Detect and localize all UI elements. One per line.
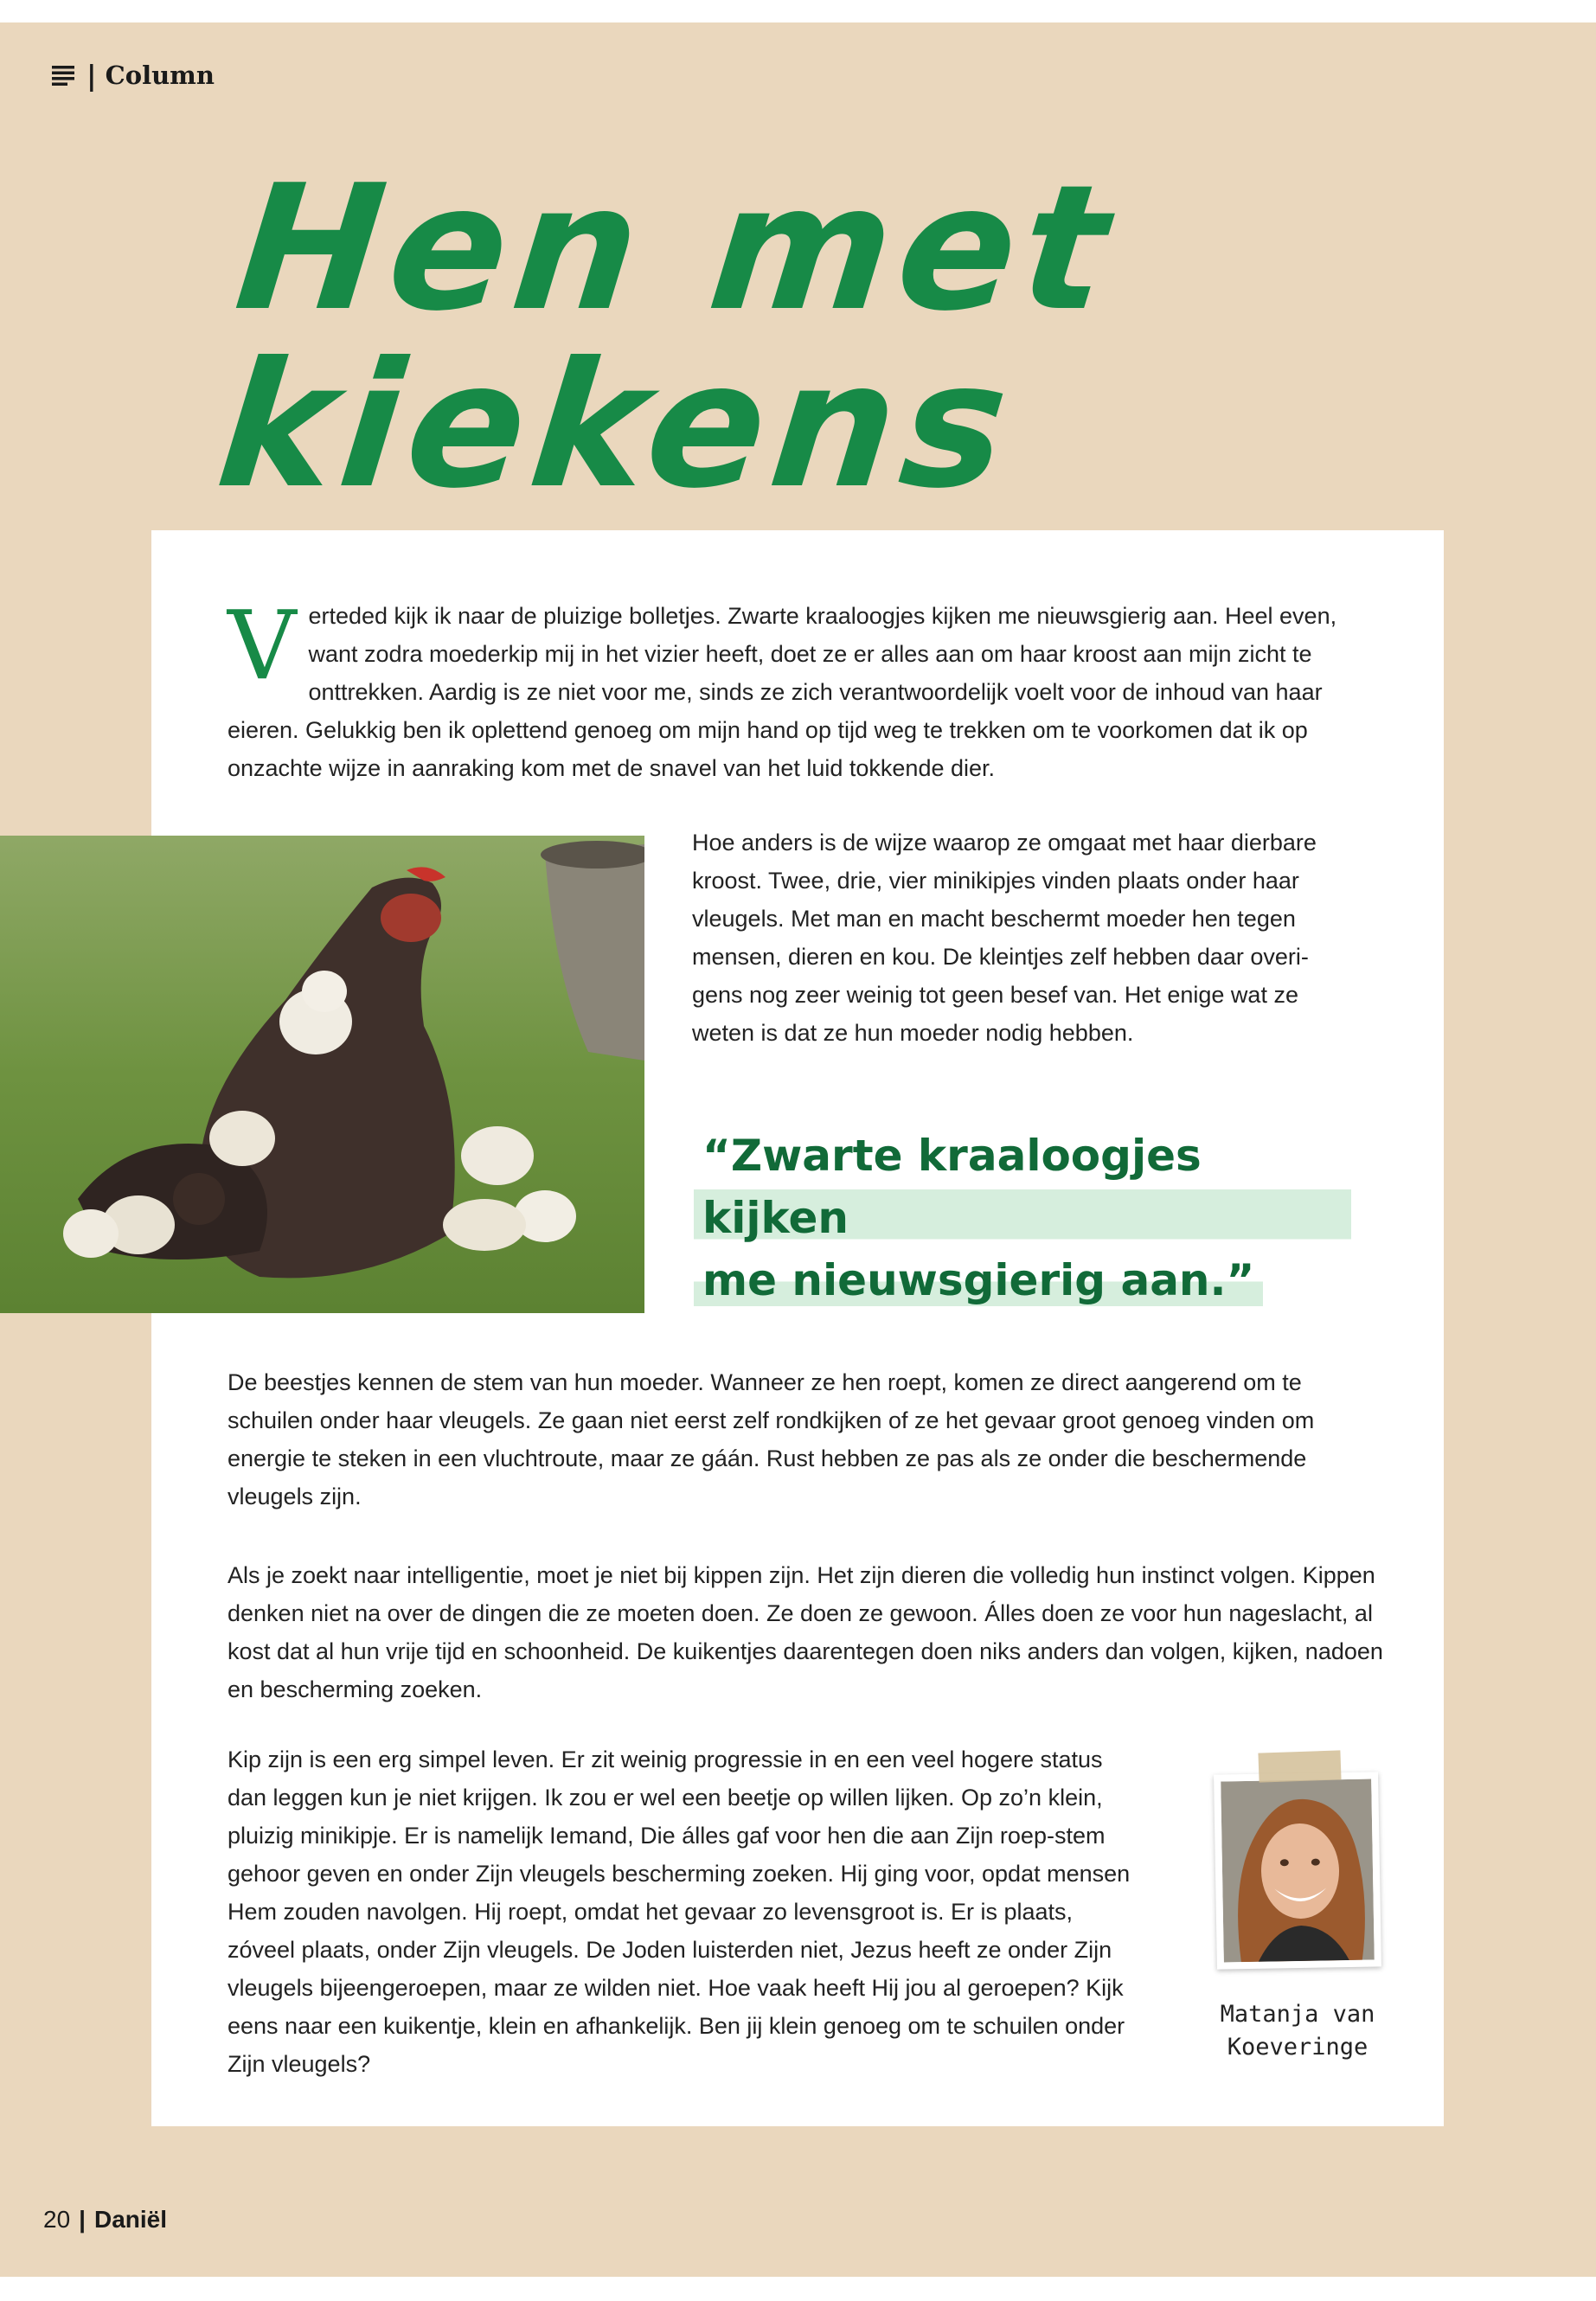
- page-footer: [43, 2206, 167, 2234]
- paragraph-3: De beestjes kennen de stem van hun moeder. Wanneer ze hen roept, komen ze direct aangerend om te schuilen onder haar vleugels. Ze gaan niet eerst zelf rondkijken of ze het gevaar groot genoeg vinden om energie te steken in een vluchtroute, maar ze gáán. Rust hebben ze pas als ze onder die beschermende vleugels zijn.: [228, 1369, 1315, 1509]
- page-number: 20: [43, 2206, 71, 2233]
- author-name-line-1: Matanja van: [1220, 2001, 1375, 2028]
- author-name-line-2: Koeveringe: [1227, 2034, 1368, 2061]
- pull-quote-line-1: “Zwarte kraaloogjes kijken: [694, 1125, 1351, 1249]
- header-separator: |: [87, 59, 97, 92]
- paragraph-5: Kip zijn is een erg simpel leven. Er zit weinig progressie in en een veel hogere status dan leggen kun je niet krijgen. Ik zou er wel een beetje op willen lijken. Op zo’n klein, pluizig minikipje. Er is namelijk Iemand, Die álles gaf voor hen die aan Zijn roep-stem gehoor geven en onder Zijn vleugels bescherming zoeken. Hij ging voor, opdat mensen Hem zouden navolgen. Hij roept, omdat het gevaar zo levensgroot is. Er is plaats, zóveel plaats, onder Zijn vleugels. De Joden luisterden niet, Jezus heeft ze onder Zijn vleugels bijeengeroepen, maar ze wilden niet. Hoe vaak heeft Hij jou al geroepen? Kijk eens naar een kuikentje, klein en afhankelijk. Ben jij klein genoeg om te schuilen onder Zijn vleugels?: [228, 1747, 1131, 2077]
- hen-with-chicks-photo: [0, 836, 644, 1313]
- intro-paragraph: [228, 590, 1384, 787]
- intro-text: erteded kijk ik naar de pluizige bolletjes. Zwarte kraaloogjes kijken me nieuwsgierig aan. Heel even, want zodra moederkip mij in het vizier heeft, doet ze er alles aan om haar kroost aan mijn zicht te onttrekken. Aardig is ze niet voor me, sinds ze zich verantwoordelijk voelt voor de inhoud van haar eieren. Gelukkig ben ik oplettend genoeg om mijn hand op tijd weg te trekken om te voorkomen dat ik op onzachte wijze in aanraking kom met de snavel van het luid tokkende dier.: [228, 603, 1337, 781]
- paragraph-2: Hoe anders is de wijze waarop ze omgaat met haar dierbare kroost. Twee, drie, vier minikipjes vinden plaats onder haar vleugels. Met man en macht beschermt moeder hen tegen mensen, dieren en kou. De kleintjes zelf hebben daar overi-gens nog zeer weinig tot geen besef van. Het enige wat ze weten is dat ze hun moeder nodig hebben.: [692, 830, 1317, 1046]
- paragraph-4: Als je zoekt naar intelligentie, moet je niet bij kippen zijn. Het zijn dieren die volledig hun instinct volgen. Kippen denken niet na over de dingen die ze moeten doen. Ze doen ze gewoon. Álles doen ze voor hun nageslacht, al kost dat al hun vrije tijd en schoonheid. De kuikentjes daarentegen doen niks anders dan volgen, kijken, nadoen en bescherming zoeken.: [228, 1562, 1383, 1702]
- author-byline: [1189, 1998, 1406, 2064]
- article-title: [208, 148, 1124, 527]
- author-portrait: [1214, 1772, 1381, 1969]
- title-line-2: kiekens: [208, 325, 1023, 527]
- menu-lines-icon: [52, 64, 78, 87]
- section-label: Column: [105, 61, 215, 90]
- section-header: [52, 59, 215, 92]
- bottom-margin: [0, 2277, 1596, 2301]
- title-line-1: Hen met: [228, 148, 1124, 349]
- photo-tape: [1258, 1750, 1341, 1782]
- pull-quote: [694, 1125, 1351, 1311]
- footer-separator: |: [79, 2206, 86, 2233]
- pull-quote-line-2: me nieuwsgierig aan.”: [694, 1249, 1263, 1311]
- magazine-name: Daniël: [94, 2206, 168, 2233]
- drop-cap: V: [228, 590, 297, 701]
- top-margin: [0, 0, 1596, 22]
